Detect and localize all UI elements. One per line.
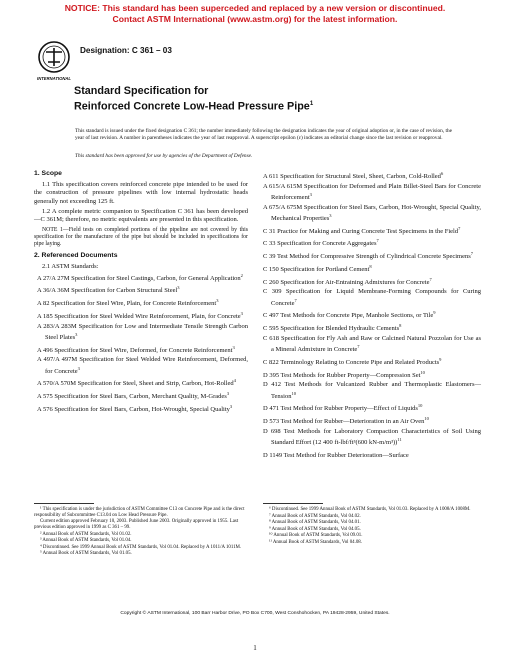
reference-item [37, 403, 248, 414]
scope-paragraph-1: 1.1 This specification covers reinforced concrete pipe intended to be used for the construction of pressure pipelines with low internal hydrostatic heads generally not exceeding 125 ft. [34, 181, 248, 205]
reference-list-left [34, 272, 248, 415]
reference-text: D 1149 Test Method for Rubber Deterioration—Surface [263, 451, 409, 459]
footnote: ⁹ Annual Book of ASTM Standards, Vol 04.05. [269, 526, 361, 532]
reference-item [37, 284, 248, 295]
supersede-notice [0, 3, 510, 25]
reference-footnote-mark: 7 [429, 276, 432, 282]
reference-footnote-mark: 3 [232, 344, 235, 350]
title-line-2: Reinforced Concrete Low-Head Pressure Pipe$^1$ [74, 100, 314, 113]
reference-footnote-mark: 3 [77, 365, 80, 371]
reference-item [263, 237, 481, 248]
reference-footnote-mark: 8 [369, 263, 372, 269]
reference-item [263, 250, 481, 261]
reference-text: A 576 Specification for Steel Bars, Carbon, Hot-Wrought, Special Quality [37, 405, 230, 413]
title-line-1: Standard Specification for [74, 85, 209, 97]
reference-text: A 497/A 497M Specification for Steel Welded Wire Reinforcement, Deformed, for Concrete [37, 356, 248, 375]
reference-text: A 575 Specification for Steel Bars, Carbon, Merchant Quality, M-Grades [37, 393, 227, 401]
standard-notice: This standard is issued under the fixed designation C 361; the number immediately following the designation indicates the year of original adoption or, in the case of revision, the year of last revision. A number in parentheses indicates the year of last reapproval. A superscript epsilon (ε) indicates an editorial change since the last revision or reapproval. [75, 128, 452, 141]
footnote: ¹⁰ Annual Book of ASTM Standards, Vol 09.01. [269, 533, 363, 538]
reference-footnote-mark: 7 [458, 225, 461, 231]
reference-footnote-mark: 9 [433, 310, 436, 316]
footnote: ¹¹ Annual Book of ASTM Standards, Vol 04.08. [269, 539, 362, 545]
scope-note-1: NOTE 1—Field tests on completed portions of the pipeline are not covered by this specification for the manufacture of the pipe but should be included in specifications for pipe laying. [34, 227, 248, 248]
reference-item [37, 390, 248, 401]
footnote: ⁴ Discontinued. See 1999 Annual Book of ASTM Standards, Vol 01.04. Replaced by A 1011/A 1011M. [40, 544, 242, 550]
astm-standards-subhead: 2.1 ASTM Standards: [42, 263, 99, 271]
reference-footnote-mark: 3 [216, 298, 219, 304]
title-footnote-mark: 1 [309, 101, 314, 107]
document-title [74, 85, 454, 114]
footnote: ⁵ Annual Book of ASTM Standards, Vol 01.05. [40, 551, 132, 557]
reference-item [37, 297, 248, 308]
reference-footnote-mark: 3 [75, 331, 78, 337]
reference-item [263, 225, 481, 236]
reference-text: C 31 Practice for Making and Curing Concrete Test Specimens in the Field [263, 227, 459, 235]
page-number: 1 [253, 644, 257, 652]
reference-text: A 82 Specification for Steel Wire, Plain, for Concrete Reinforcement [37, 300, 217, 308]
reference-footnote-mark: 6 [440, 171, 444, 176]
footnote: ⁶ Discontinued. See 1999 Annual Book of ASTM Standards, Vol 01.03. Replaced by A 1008/A 1008M. [269, 507, 471, 512]
reference-item [263, 356, 481, 367]
reference-footnote-mark: 3 [240, 310, 243, 316]
reference-text: C 618 Specification for Fly Ash and Raw or Calcined Natural Pozzolan for Use as a Mineral Admixture in Concrete [263, 334, 481, 354]
reference-item [37, 323, 248, 343]
reference-footnote-mark: 10 [291, 390, 296, 396]
reference-text: A 496 Specification for Steel Wire, Deformed, for Concrete Reinforcement [37, 346, 233, 354]
reference-footnote-mark: 7 [294, 297, 297, 303]
reference-footnote-mark: 11 [397, 436, 402, 442]
reference-item [37, 377, 248, 388]
footnote: Current edition approved February 10, 2003. Published June 2003. Originally approved in 1955. Last previous edition approved in 1999 as C 361 – 99. [34, 519, 239, 531]
references-heading: 2. Referenced Documents [34, 252, 118, 260]
reference-item [263, 263, 481, 274]
reference-footnote-mark: 7 [470, 251, 474, 257]
reference-footnote-mark: 3 [226, 391, 230, 397]
reference-footnote-mark: 4 [233, 378, 236, 384]
reference-text: A 675/A 675M Specification for Steel Bars, Carbon, Hot-Wrought, Special Quality, Mechanical Properties [263, 203, 481, 223]
reference-footnote-mark: 10 [420, 369, 425, 375]
reference-text: D 573 Test Method for Rubber—Deterioration in an Air Oven [263, 418, 425, 426]
footnote-rule-right [263, 503, 323, 504]
designation: Designation: C 361 – 03 [80, 46, 172, 55]
reference-footnote-mark: 3 [177, 285, 180, 291]
reference-text: A 36/A 36M Specification for Carbon Structural Steel [37, 287, 178, 295]
footnotes-left [34, 507, 248, 558]
reference-footnote-mark: 10 [417, 403, 423, 409]
reference-text: A 185 Specification for Steel Welded Wire Reinforcement, Plain, for Concrete [37, 313, 241, 321]
scope-heading: 1. Scope [34, 170, 62, 177]
footnotes-right [263, 507, 481, 546]
reference-text: C 39 Test Method for Compressive Strength of Cylindrical Concrete Specimens [263, 253, 471, 261]
footnote: ⁷ Annual Book of ASTM Standards, Vol 04.02. [269, 513, 361, 519]
astm-logo [36, 40, 72, 82]
notice-line-2: Contact ASTM International (www.astm.org) for the latest information. [112, 14, 398, 24]
reference-item [263, 170, 481, 181]
reference-footnote-mark: 2 [240, 272, 243, 278]
reference-footnote-mark: 3 [309, 191, 312, 197]
reference-list-right [263, 170, 481, 460]
reference-item [263, 276, 481, 287]
reference-text: A 283/A 283M Specification for Low and Intermediate Tensile Strength Carbon Steel Plates [37, 322, 248, 341]
copyright-line: Copyright © ASTM International, 100 Barr Harbor Drive, PO Box C700, West Conshohocken, PA 19428-2959, United States. [120, 611, 390, 616]
footnote: ¹ This specification is under the jurisdiction of ASTM Committee C13 on Concrete Pipe and is the direct responsibility of Subcommittee C13.04 on Low Head Pressure Pipe. [34, 507, 245, 518]
reference-item [263, 183, 481, 203]
reference-footnote-mark: 7 [376, 238, 379, 244]
reference-footnote-mark: 3 [329, 212, 332, 218]
reference-item [263, 381, 481, 401]
reference-item [263, 428, 481, 448]
reference-text: C 595 Specification for Blended Hydraulic Cements [263, 325, 400, 333]
left-column [34, 170, 248, 416]
reference-text: A 615/A 615M Specification for Deformed and Plain Billet-Steel Bars for Concrete Reinforcement [263, 182, 481, 202]
reference-text: D 471 Test Method for Rubber Property—Effect of Liquids [263, 405, 418, 413]
reference-item [37, 344, 248, 355]
right-column [263, 170, 481, 461]
reference-text: C 150 Specification for Portland Cement [263, 266, 370, 274]
reference-text: A 611 Specification for Structural Steel, Sheet, Carbon, Cold-Rolled [263, 173, 441, 181]
reference-footnote-mark: 10 [424, 416, 429, 422]
reference-item [263, 415, 481, 426]
reference-item [37, 272, 248, 283]
reference-footnote-mark: 9 [439, 356, 442, 362]
reference-footnote-mark: 7 [357, 344, 360, 350]
reference-text: D 698 Test Methods for Laboratory Compaction Characteristics of Soil Using Standard Effort (12 400 ft-lbf/ft³(600 kN-m/m³)) [263, 427, 481, 447]
reference-item [263, 204, 481, 224]
reference-item [263, 402, 481, 413]
reference-item [263, 335, 481, 355]
reference-text: A 570/A 570M Specification for Steel, Sheet and Strip, Carbon, Hot-Rolled [37, 380, 234, 388]
reference-item [263, 309, 481, 320]
logo-text: INTERNATIONAL [37, 76, 71, 81]
reference-text: C 260 Specification for Air-Entraining Admixtures for Concrete [263, 278, 430, 286]
dod-approval-note: This standard has been approved for use by agencies of the Department of Defense. [75, 153, 253, 159]
footnote: ² Annual Book of ASTM Standards, Vol 01.02. [40, 531, 132, 537]
reference-text: C 33 Specification for Concrete Aggregates [263, 240, 377, 248]
footnote: ³ Annual Book of ASTM Standards, Vol 01.04. [40, 538, 132, 544]
notice-line-1: NOTICE: This standard has been superceded and replaced by a new version or discontinued. [64, 3, 446, 13]
reference-text: C 497 Test Methods for Concrete Pipe, Manhole Sections, or Tile [263, 312, 434, 320]
footnote-rule-left [34, 503, 94, 504]
footnote: ⁸ Annual Book of ASTM Standards, Vol 04.01. [269, 520, 361, 525]
reference-text: C 309 Specification for Liquid Membrane-Forming Compounds for Curing Concrete [263, 288, 481, 307]
reference-footnote-mark: 3 [229, 403, 233, 409]
reference-text: D 412 Test Methods for Vulcanized Rubber and Thermoplastic Elastomers—Tension [263, 381, 481, 400]
reference-item [263, 288, 481, 308]
reference-text: A 27/A 27M Specification for Steel Castings, Carbon, for General Application [37, 274, 241, 282]
reference-item [263, 369, 481, 380]
reference-text: D 395 Test Methods for Rubber Property—Compression Set [263, 371, 421, 379]
reference-item [263, 322, 481, 333]
reference-item [37, 310, 248, 321]
reference-item [37, 356, 248, 376]
reference-item [263, 449, 481, 460]
reference-footnote-mark: 8 [399, 323, 402, 329]
scope-paragraph-2: 1.2 A complete metric companion to Specification C 361 has been developed—C 361M; therefore, no metric equivalents are presented in this specification. [34, 207, 248, 224]
reference-text: C 822 Terminology Relating to Concrete Pipe and Related Products [263, 358, 440, 366]
